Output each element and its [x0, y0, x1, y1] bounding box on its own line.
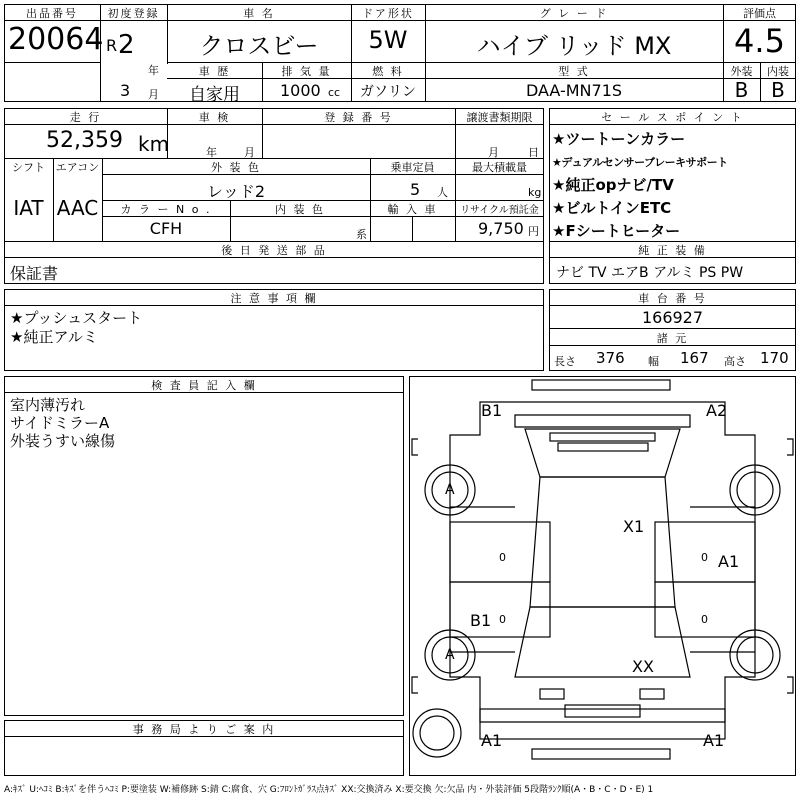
- exterior-grade: B: [734, 78, 749, 102]
- mark-a1-bl: A1: [481, 731, 503, 750]
- note-item: ★純正アルミ: [10, 328, 98, 346]
- specs-label: 諸 元: [656, 332, 689, 345]
- mileage: 52,359: [46, 128, 123, 153]
- sales-point: ★Fシートヒーター: [552, 222, 681, 240]
- car-name-label: 車 名: [243, 7, 275, 20]
- inspector-item: サイドミラーA: [10, 414, 110, 432]
- office-label: 事 務 局 よ り ご 案 内: [132, 723, 276, 736]
- sales-points: [552, 128, 728, 243]
- inspector-label: 検 査 員 記 入 欄: [151, 379, 257, 392]
- height: 170: [760, 349, 789, 367]
- capacity-unit: 人: [437, 186, 448, 199]
- sales-point: ★ビルトインETC: [552, 199, 672, 217]
- inspection-year-unit: 年: [206, 146, 217, 159]
- displacement-label: 排 気 量: [281, 65, 332, 78]
- later-label: 後 日 発 送 部 品: [221, 244, 327, 257]
- mark-b1-top: B1: [481, 401, 503, 420]
- color-no-label: カ ラ ー N o .: [120, 203, 212, 216]
- mark-zero-lr: 0: [499, 613, 506, 626]
- notes-list: [10, 309, 142, 347]
- yen-unit: 円: [528, 225, 539, 238]
- mark-a-fl: A: [445, 482, 455, 498]
- front-bumper-shape: [532, 380, 670, 390]
- equip-value: ナビ TV エアB アルミ PS PW: [556, 265, 744, 281]
- height-label: 高さ: [724, 355, 746, 368]
- rear-window-shape: [515, 607, 690, 677]
- ext-color-label: 外 装 色: [211, 161, 261, 174]
- mileage-label: 走 行: [69, 111, 102, 124]
- grade: ハイブ リッド MX: [476, 32, 672, 60]
- capacity-label: 乗車定員: [390, 161, 435, 174]
- car-diagram: [409, 376, 796, 776]
- exterior-label: 外装: [730, 65, 753, 78]
- inspector-list: [10, 396, 115, 450]
- width: 167: [680, 349, 709, 367]
- history: 自家用: [189, 85, 240, 105]
- mark-a-rl: A: [445, 647, 455, 663]
- score-label: 評価点: [743, 7, 776, 20]
- width-label: 幅: [648, 355, 659, 368]
- mark-zero-l: 0: [499, 551, 506, 564]
- mark-a1-right: A1: [718, 552, 740, 571]
- month-unit: 月: [148, 88, 159, 101]
- color-no: CFH: [149, 219, 183, 238]
- score: 4.5: [734, 22, 785, 60]
- mark-xx: XX: [632, 657, 654, 676]
- int-color-label: 内 装 色: [275, 203, 325, 216]
- length-label: 長さ: [554, 355, 576, 368]
- mark-zero-r: 0: [701, 551, 708, 564]
- roof-shape: [530, 477, 675, 607]
- mark-x1: X1: [623, 517, 645, 536]
- ac-label: エアコン: [55, 161, 100, 174]
- displacement: 1000: [280, 81, 321, 100]
- shift: IAT: [13, 196, 44, 220]
- reg-year: 2: [118, 30, 135, 60]
- cc-unit: cc: [328, 86, 341, 99]
- history-label: 車 歴: [198, 65, 231, 78]
- right-rear-door: [655, 582, 755, 637]
- chassis-label: 車 台 番 号: [638, 292, 707, 305]
- recycle-label: リサイクル預託金: [460, 205, 539, 216]
- kg-unit: kg: [528, 186, 542, 199]
- door-label: ドア形状: [362, 7, 414, 20]
- capacity: 5: [410, 180, 421, 199]
- interior-label: 内装: [767, 65, 789, 78]
- door-type: 5W: [368, 26, 408, 54]
- first-reg-label: 初度登録: [107, 7, 160, 20]
- length: 376: [596, 349, 625, 367]
- sales-point: ★純正opナビ/TV: [552, 176, 674, 194]
- lot-label: 出品番号: [26, 7, 78, 20]
- fuel: ガソリン: [360, 84, 416, 100]
- transfer-label: 譲渡書類期限: [466, 111, 533, 124]
- mark-b1-mid: B1: [470, 611, 492, 630]
- mark-zero-rr: 0: [701, 613, 708, 626]
- lot-number: 20064: [8, 22, 104, 57]
- chassis-number: 166927: [641, 308, 704, 327]
- sales-label: セ ー ル ス ポ イ ン ト: [601, 111, 744, 124]
- import-label: 輸 入 車: [387, 203, 438, 216]
- footer-legend: A:ｷｽﾞ U:ﾍｺﾐ B:ｷｽﾞを伴うﾍｺﾐ P:要塗装 W:補修跡 S:錆 C:腐食、穴 G:ﾌﾛﾝﾄｶﾞﾗｽ点ｷｽﾞ XX:交換済み X:要交換 欠:欠品 内・外装評価 5段階ﾗﾝｸ順(A・B・C・D・E) 1: [4, 785, 654, 795]
- inspection-label: 車 検: [198, 111, 231, 124]
- later-value: 保証書: [10, 264, 59, 283]
- transfer-day-unit: 日: [528, 146, 539, 159]
- mark-a1-br: A1: [703, 731, 725, 750]
- transfer-month-unit: 月: [488, 146, 499, 159]
- inspection-month-unit: 月: [244, 146, 255, 159]
- reg-month: 3: [120, 81, 131, 100]
- mark-a2-top: A2: [706, 401, 728, 420]
- grade-label: グ レ ー ド: [539, 7, 609, 20]
- era: R: [106, 36, 118, 55]
- km-unit: km: [138, 132, 170, 156]
- equip-label: 純 正 装 備: [638, 244, 707, 257]
- windshield-shape: [525, 429, 680, 477]
- sales-point: ★デュアルセンサーブレーキサポート: [552, 156, 728, 169]
- left-rear-door: [450, 582, 550, 637]
- inspector-item: 室内薄汚れ: [10, 396, 86, 414]
- sales-point: ★ツートーンカラー: [552, 130, 686, 148]
- rear-bumper-shape: [480, 709, 725, 739]
- recycle-fee: 9,750: [478, 219, 524, 238]
- ac: AAC: [56, 196, 99, 220]
- note-item: ★プッシュスタート: [10, 309, 143, 327]
- notes-label: 注 意 事 項 欄: [230, 292, 318, 305]
- model-code: DAA-MN71S: [525, 81, 623, 100]
- load-label: 最大積載量: [472, 161, 527, 174]
- int-color-kei: 系: [356, 228, 367, 241]
- inspector-item: 外装うすい線傷: [10, 432, 116, 450]
- model-label: 型 式: [558, 65, 590, 78]
- shift-label: シフト: [12, 161, 45, 174]
- year-unit: 年: [148, 64, 159, 77]
- plate-label: 登 録 番 号: [324, 111, 393, 124]
- ext-color: レッド2: [206, 182, 266, 201]
- car-name: クロスビー: [199, 32, 319, 60]
- interior-grade: B: [771, 78, 785, 102]
- car-body-outline: [450, 402, 755, 722]
- fuel-label: 燃 料: [372, 65, 404, 78]
